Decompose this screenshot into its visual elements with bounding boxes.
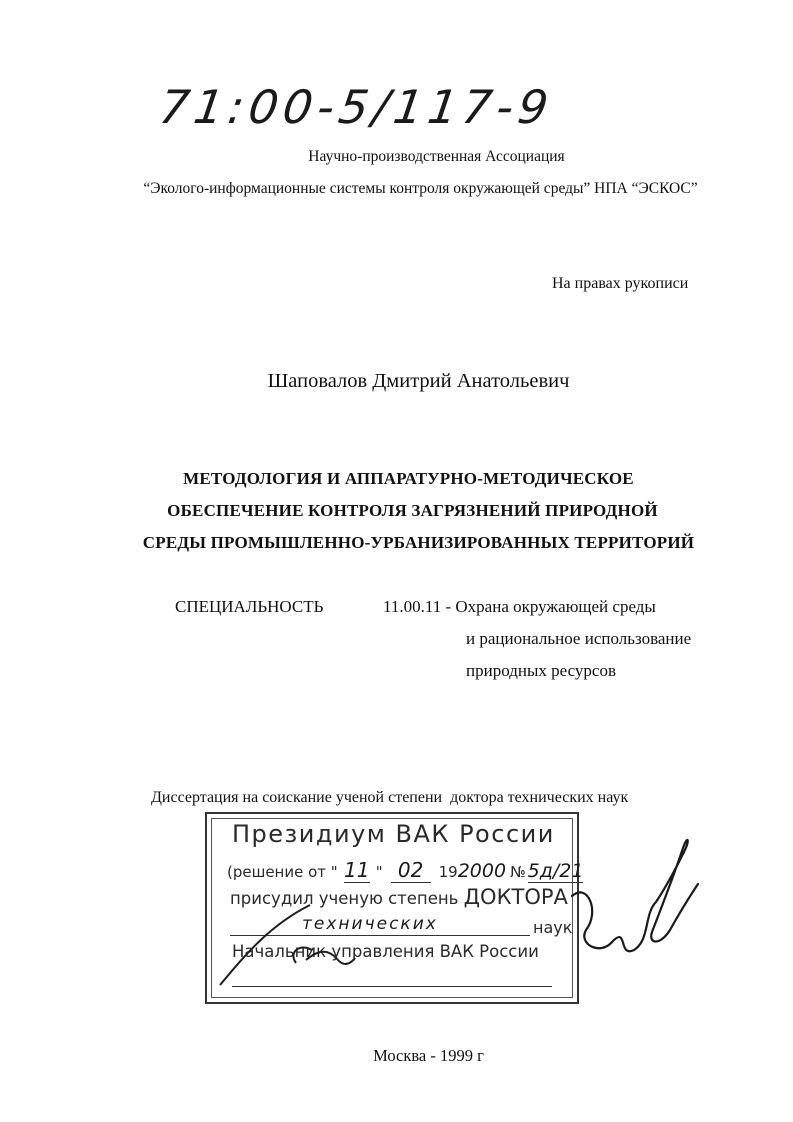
chief-signature bbox=[572, 840, 698, 951]
manuscript-note: На правах рукописи bbox=[552, 275, 689, 292]
organization-line-1: Научно-производственная Ассоциация bbox=[308, 148, 565, 165]
title-line-2: ОБЕСПЕЧЕНИЕ КОНТРОЛЯ ЗАГРЯЗНЕНИЙ ПРИРОДНОЙ bbox=[167, 501, 658, 520]
stamp-strikethrough-mark bbox=[220, 905, 310, 985]
title-line-1: МЕТОДОЛОГИЯ И АППАРАТУРНО-МЕТОДИЧЕСКОЕ bbox=[183, 469, 634, 488]
stamp-decision-month: 02 bbox=[391, 858, 431, 883]
title-line-3: СРЕДЫ ПРОМЫШЛЕННО-УРБАНИЗИРОВАННЫХ ТЕРРИТОРИЙ bbox=[142, 533, 695, 552]
stamp-footer: Начальник управления ВАК России bbox=[232, 942, 539, 961]
stamp-decision-quote: " bbox=[375, 863, 383, 881]
specialty-line-3: природных ресурсов bbox=[466, 661, 616, 680]
specialty-label: СПЕЦИАЛЬНОСТЬ bbox=[175, 597, 324, 616]
stamp-award-label: присудил ученую степень bbox=[230, 889, 459, 908]
archive-code: 71:00-5/117-9 bbox=[156, 80, 557, 134]
stamp-decision-no-label: № bbox=[510, 863, 526, 881]
organization-line-2: “Эколого-информационные системы контроля окружающей среды” НПА “ЭСКОС” bbox=[143, 180, 698, 197]
stamp-header: Президиум ВАК России bbox=[232, 820, 555, 848]
author-name: Шаповалов Дмитрий Анатольевич bbox=[267, 370, 570, 392]
stamp-decision-year-prefix: 19 bbox=[438, 863, 458, 881]
specialty-line-2: и рациональное использование bbox=[466, 629, 692, 648]
stamp-decision-number: 5д/21 bbox=[527, 860, 584, 882]
stamp-decision-year: 2000 bbox=[457, 860, 507, 882]
stamp-decision-prefix: (решение от " bbox=[227, 863, 338, 881]
stamp-science-handwritten: технических bbox=[302, 914, 438, 934]
stamp-science-suffix: наук bbox=[533, 918, 573, 937]
dissertation-note: Диссертация на соискание ученой степени доктора технических наук bbox=[151, 789, 629, 806]
stamp-degree: ДОКТОРА bbox=[463, 885, 568, 909]
specialty-code: 11.00.11 - Охрана окружающей среды bbox=[383, 597, 656, 616]
city-year: Москва - 1999 г bbox=[373, 1046, 484, 1065]
stamp-signature-mark bbox=[293, 948, 355, 964]
stamp-decision-day: 11 bbox=[343, 858, 370, 882]
